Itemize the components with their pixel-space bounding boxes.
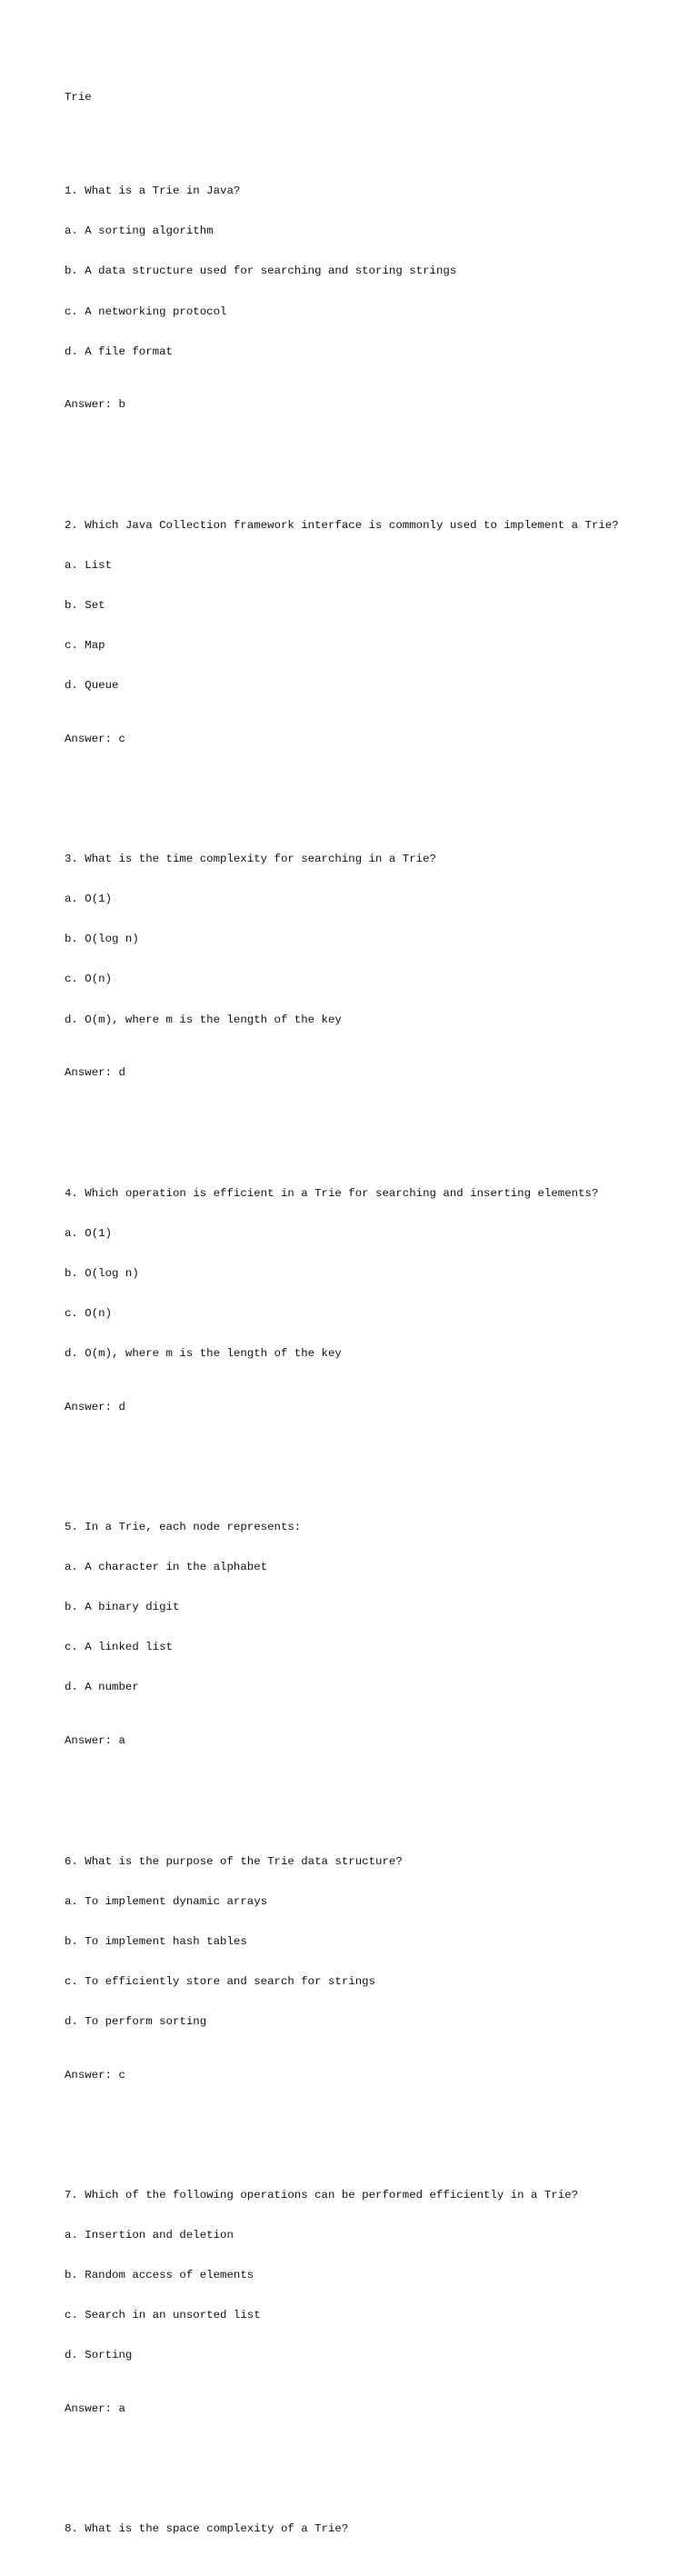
- option-b: b. A binary digit: [65, 1601, 180, 1614]
- answer-text: Answer: d: [65, 1066, 125, 1080]
- question-text: 4. Which operation is efficient in a Trie for searching and inserting elements?: [65, 1186, 599, 1200]
- option-a: a. List: [65, 558, 113, 572]
- option-d: d. Queue: [65, 679, 119, 693]
- option-b: b. To implement hash tables: [65, 1934, 247, 1948]
- document-page: [65, 65, 683, 2576]
- question-text: 1. What is a Trie in Java?: [65, 185, 241, 198]
- option-b: b. Random access of elements: [65, 2269, 254, 2282]
- option-c: c. A networking protocol: [65, 305, 227, 318]
- option-d: d. A file format: [65, 344, 173, 358]
- option-d: d. O(m), where m is the length of the key: [65, 1013, 342, 1026]
- option-d: d. O(m), where m is the length of the key: [65, 1347, 342, 1361]
- option-b: b. A data structure used for searching and storing strings: [65, 265, 457, 278]
- option-c: c. Map: [65, 639, 105, 653]
- document-title: Trie: [65, 91, 92, 105]
- question-text: 7. Which of the following operations can be performed efficiently in a Trie?: [65, 2189, 579, 2202]
- option-c: c. A linked list: [65, 1641, 173, 1654]
- question-text: 8. What is the space complexity of a Trie?: [65, 2522, 349, 2536]
- answer-text: Answer: c: [65, 2068, 125, 2082]
- question-block: [65, 1160, 683, 1453]
- answer-text: Answer: b: [65, 398, 125, 412]
- question-block: [65, 1494, 683, 1788]
- option-a: a. A sorting algorithm: [65, 225, 214, 238]
- option-b: b. Set: [65, 598, 105, 612]
- question-block: [65, 826, 683, 1120]
- answer-text: Answer: a: [65, 1734, 125, 1748]
- question-block: [65, 2496, 683, 2563]
- option-c: c. Search in an unsorted list: [65, 2309, 261, 2322]
- option-b: b. O(log n): [65, 1266, 139, 1280]
- question-block: [65, 1828, 683, 2122]
- option-d: d. To perform sorting: [65, 2014, 207, 2028]
- question-text: 2. Which Java Collection framework interface is commonly used to implement a Trie?: [65, 518, 619, 532]
- answer-text: Answer: d: [65, 1400, 125, 1413]
- option-a: a. O(1): [65, 893, 113, 906]
- question-block: [65, 158, 683, 452]
- option-c: c. To efficiently store and search for strings: [65, 1974, 376, 1988]
- option-a: a. A character in the alphabet: [65, 1561, 268, 1574]
- question-text: 5. In a Trie, each node represents:: [65, 1521, 302, 1534]
- option-a: a. Insertion and deletion: [65, 2229, 234, 2242]
- option-a: a. To implement dynamic arrays: [65, 1894, 268, 1908]
- option-d: d. A number: [65, 1681, 139, 1694]
- option-d: d. Sorting: [65, 2349, 133, 2362]
- question-text: 6. What is the purpose of the Trie data structure?: [65, 1854, 403, 1868]
- option-b: b. O(log n): [65, 933, 139, 946]
- question-block: [65, 2162, 683, 2456]
- option-c: c. O(n): [65, 1306, 113, 1320]
- answer-text: Answer: c: [65, 732, 125, 745]
- option-c: c. O(n): [65, 973, 113, 986]
- question-text: 3. What is the time complexity for searching in a Trie?: [65, 853, 436, 866]
- question-block: [65, 492, 683, 785]
- option-a: a. O(1): [65, 1226, 113, 1240]
- answer-text: Answer: a: [65, 2402, 125, 2416]
